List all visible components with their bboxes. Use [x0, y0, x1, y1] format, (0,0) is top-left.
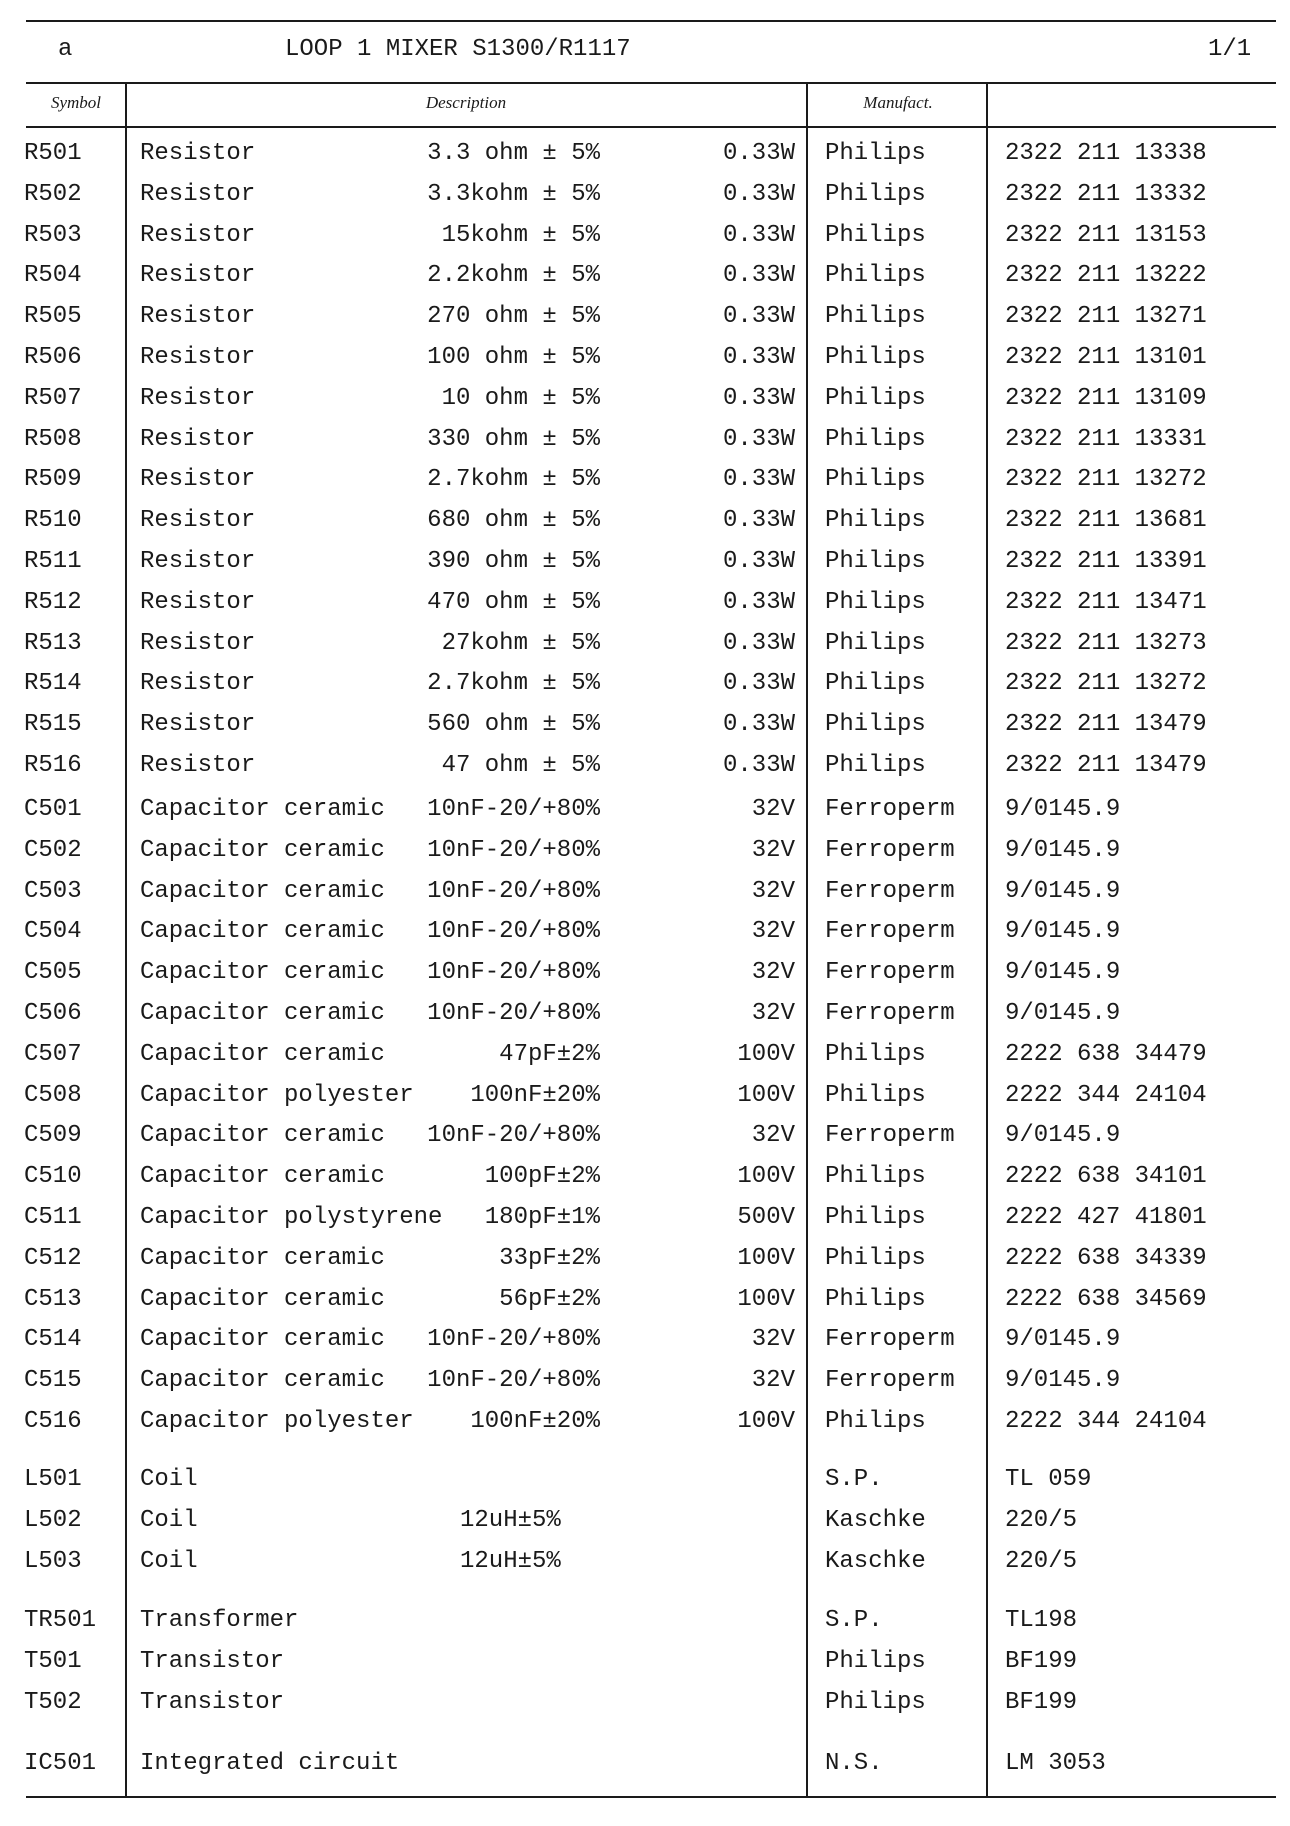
part-symbol: IC501	[24, 1750, 97, 1777]
part-manufacturer: Kaschke	[825, 1547, 926, 1575]
part-number: 9/0145.9	[1005, 836, 1121, 864]
table-row	[0, 711, 1290, 747]
part-description: Capacitor ceramic	[140, 1122, 385, 1150]
part-description: Resistor	[140, 344, 256, 371]
part-number: 2322 211 13153	[1005, 221, 1207, 249]
part-number: 2322 211 13271	[1005, 303, 1207, 331]
part-symbol: C506	[24, 1000, 82, 1027]
part-value: 12uH±5%	[460, 1506, 561, 1534]
part-symbol: T501	[24, 1647, 82, 1675]
page-title: LOOP 1 MIXER S1300/R1117	[285, 36, 631, 63]
part-manufacturer: Philips	[825, 425, 926, 453]
part-description: Resistor	[140, 303, 256, 331]
page-id: a	[58, 36, 73, 63]
part-value: 390 ohm ± 5%	[427, 548, 600, 575]
part-number: 2322 211 13222	[1005, 262, 1207, 290]
table-row	[0, 1041, 1290, 1077]
part-rating: 0.33W	[722, 629, 795, 657]
table-row	[0, 303, 1290, 339]
part-value: 10nF-20/+80%	[427, 1326, 600, 1354]
part-number: 220/5	[1005, 1547, 1078, 1575]
part-number: 220/5	[1005, 1506, 1078, 1534]
part-value: 2.7kohm ± 5%	[427, 466, 600, 494]
part-symbol: R510	[24, 507, 82, 535]
top-rule	[26, 20, 1276, 22]
part-symbol: R505	[24, 303, 82, 331]
part-value: 100nF±20%	[470, 1081, 600, 1109]
part-symbol: C509	[24, 1122, 82, 1150]
part-rating: 0.33W	[722, 140, 795, 167]
part-manufacturer: Ferroperm	[825, 918, 955, 946]
part-symbol: L503	[24, 1547, 82, 1575]
table-row	[0, 140, 1290, 176]
part-symbol: R501	[24, 140, 82, 167]
part-value: 33pF±2%	[499, 1244, 600, 1272]
part-description: Transistor	[140, 1647, 285, 1675]
part-manufacturer: Philips	[825, 1647, 926, 1675]
part-manufacturer: Philips	[825, 711, 926, 739]
table-row	[0, 1466, 1290, 1502]
part-rating: 0.33W	[722, 711, 795, 739]
part-manufacturer: Ferroperm	[825, 1326, 955, 1354]
part-rating: 32V	[751, 1367, 795, 1395]
part-value: 56pF±2%	[499, 1285, 600, 1313]
part-description: Resistor	[140, 180, 256, 208]
part-rating: 0.33W	[722, 344, 795, 371]
part-manufacturer: S.P.	[825, 1607, 883, 1634]
part-symbol: C516	[24, 1408, 82, 1435]
part-value: 100 ohm ± 5%	[427, 344, 600, 371]
part-symbol: R511	[24, 548, 82, 575]
part-description: Resistor	[140, 262, 256, 290]
part-number: 9/0145.9	[1005, 877, 1121, 905]
table-row	[0, 1367, 1290, 1403]
part-description: Integrated circuit	[140, 1750, 400, 1777]
part-rating: 0.33W	[722, 752, 795, 779]
part-value: 10nF-20/+80%	[427, 836, 600, 864]
part-manufacturer: Philips	[825, 588, 926, 616]
part-number: 2322 211 13479	[1005, 752, 1207, 779]
part-number: TL 059	[1005, 1466, 1092, 1493]
part-manufacturer: Ferroperm	[825, 1122, 955, 1150]
part-rating: 0.33W	[722, 384, 795, 412]
part-number: 9/0145.9	[1005, 918, 1121, 946]
part-number: 2322 211 13273	[1005, 629, 1207, 657]
part-rating: 100V	[737, 1244, 795, 1272]
part-value: 10 ohm ± 5%	[441, 384, 600, 412]
table-row	[0, 1204, 1290, 1240]
part-rating: 0.33W	[722, 507, 795, 535]
part-description: Resistor	[140, 466, 256, 494]
part-value: 3.3kohm ± 5%	[427, 180, 600, 208]
part-value: 15kohm ± 5%	[441, 221, 600, 249]
table-row	[0, 426, 1290, 462]
part-value: 3.3 ohm ± 5%	[427, 140, 600, 167]
part-symbol: R509	[24, 466, 82, 494]
part-rating: 32V	[751, 796, 795, 823]
part-description: Resistor	[140, 507, 256, 535]
table-row	[0, 1163, 1290, 1199]
part-number: 2222 344 24104	[1005, 1081, 1207, 1109]
part-rating: 100V	[737, 1285, 795, 1313]
part-rating: 0.33W	[722, 221, 795, 249]
part-number: 2322 211 13331	[1005, 425, 1207, 453]
part-description: Resistor	[140, 221, 256, 249]
part-rating: 100V	[737, 1040, 795, 1068]
table-row	[0, 262, 1290, 298]
part-manufacturer: Philips	[825, 1163, 926, 1191]
part-number: 2322 211 13109	[1005, 384, 1207, 412]
part-manufacturer: Ferroperm	[825, 877, 955, 905]
table-row	[0, 1000, 1290, 1036]
part-number: 9/0145.9	[1005, 1367, 1121, 1395]
table-row	[0, 507, 1290, 543]
part-symbol: R508	[24, 425, 82, 453]
part-description: Resistor	[140, 629, 256, 657]
part-rating: 100V	[737, 1081, 795, 1109]
part-description: Capacitor polyester	[140, 1081, 414, 1109]
part-description: Resistor	[140, 140, 256, 167]
part-symbol: C504	[24, 918, 82, 946]
part-rating: 0.33W	[722, 425, 795, 453]
part-value: 47pF±2%	[499, 1040, 600, 1068]
table-row	[0, 959, 1290, 995]
part-number: 2322 211 13471	[1005, 588, 1207, 616]
table-row	[0, 1245, 1290, 1281]
part-value: 47 ohm ± 5%	[441, 752, 600, 779]
part-rating: 0.33W	[722, 466, 795, 494]
part-rating: 500V	[737, 1204, 795, 1231]
part-number: BF199	[1005, 1688, 1078, 1716]
part-number: 2322 211 13272	[1005, 670, 1207, 698]
part-description: Capacitor polystyrene	[140, 1204, 443, 1231]
part-manufacturer: Philips	[825, 1204, 926, 1231]
header-top-rule	[26, 82, 1276, 84]
part-manufacturer: Ferroperm	[825, 959, 955, 987]
part-value: 2.7kohm ± 5%	[427, 670, 600, 698]
part-rating: 100V	[737, 1408, 795, 1435]
part-symbol: C510	[24, 1163, 82, 1191]
part-manufacturer: Philips	[825, 1408, 926, 1435]
part-description: Capacitor ceramic	[140, 959, 385, 987]
part-symbol: T502	[24, 1688, 82, 1716]
part-number: 9/0145.9	[1005, 796, 1121, 823]
part-manufacturer: Philips	[825, 384, 926, 412]
part-number: 2322 211 13272	[1005, 466, 1207, 494]
part-description: Capacitor ceramic	[140, 877, 385, 905]
part-symbol: C508	[24, 1081, 82, 1109]
part-description: Capacitor ceramic	[140, 1326, 385, 1354]
part-value: 100nF±20%	[470, 1408, 600, 1435]
part-manufacturer: Philips	[825, 180, 926, 208]
part-number: 2222 638 34339	[1005, 1244, 1207, 1272]
part-number: 2322 211 13391	[1005, 548, 1207, 575]
part-value: 680 ohm ± 5%	[427, 507, 600, 535]
part-manufacturer: Philips	[825, 140, 926, 167]
part-symbol: R512	[24, 588, 82, 616]
part-manufacturer: Philips	[825, 1285, 926, 1313]
part-value: 10nF-20/+80%	[427, 1367, 600, 1395]
part-manufacturer: Kaschke	[825, 1506, 926, 1534]
table-row	[0, 1122, 1290, 1158]
part-description: Coil	[140, 1506, 198, 1534]
part-rating: 32V	[751, 918, 795, 946]
part-rating: 0.33W	[722, 670, 795, 698]
part-manufacturer: Philips	[825, 262, 926, 290]
table-row	[0, 1607, 1290, 1643]
part-symbol: C501	[24, 796, 82, 823]
part-description: Capacitor ceramic	[140, 1163, 385, 1191]
part-value: 560 ohm ± 5%	[427, 711, 600, 739]
table-row	[0, 752, 1290, 788]
part-symbol: C507	[24, 1040, 82, 1068]
table-row	[0, 1286, 1290, 1322]
part-value: 12uH±5%	[460, 1547, 561, 1575]
part-manufacturer: Philips	[825, 1081, 926, 1109]
part-rating: 32V	[751, 836, 795, 864]
part-number: 2322 211 13479	[1005, 711, 1207, 739]
part-number: 9/0145.9	[1005, 1326, 1121, 1354]
table-row	[0, 181, 1290, 217]
part-value: 470 ohm ± 5%	[427, 588, 600, 616]
part-description: Transistor	[140, 1688, 285, 1716]
part-value: 10nF-20/+80%	[427, 959, 600, 987]
part-rating: 32V	[751, 959, 795, 987]
part-manufacturer: Philips	[825, 629, 926, 657]
part-value: 100pF±2%	[484, 1163, 600, 1191]
part-number: 2222 638 34101	[1005, 1163, 1207, 1191]
table-row	[0, 1548, 1290, 1584]
part-symbol: C514	[24, 1326, 82, 1354]
part-description: Capacitor ceramic	[140, 1040, 385, 1068]
part-value: 10nF-20/+80%	[427, 796, 600, 823]
part-symbol: R513	[24, 629, 82, 657]
table-row	[0, 1648, 1290, 1684]
part-manufacturer: Philips	[825, 1244, 926, 1272]
column-header-manufacturer: Manufact.	[863, 93, 933, 112]
part-symbol: R507	[24, 384, 82, 412]
table-row	[0, 589, 1290, 625]
part-number: 2222 427 41801	[1005, 1204, 1207, 1231]
part-number: 9/0145.9	[1005, 959, 1121, 987]
part-symbol: R514	[24, 670, 82, 698]
part-number: 9/0145.9	[1005, 1000, 1121, 1027]
part-description: Coil	[140, 1466, 198, 1493]
part-symbol: R506	[24, 344, 82, 371]
part-manufacturer: S.P.	[825, 1466, 883, 1493]
part-symbol: C513	[24, 1285, 82, 1313]
page-number: 1/1	[1208, 36, 1252, 63]
part-symbol: C515	[24, 1367, 82, 1395]
part-rating: 0.33W	[722, 588, 795, 616]
table-row	[0, 548, 1290, 584]
part-value: 180pF±1%	[484, 1204, 600, 1231]
part-number: LM 3053	[1005, 1750, 1106, 1777]
part-manufacturer: N.S.	[825, 1750, 883, 1777]
part-description: Resistor	[140, 384, 256, 412]
part-description: Capacitor ceramic	[140, 918, 385, 946]
part-symbol: R504	[24, 262, 82, 290]
part-symbol: R503	[24, 221, 82, 249]
part-description: Capacitor ceramic	[140, 1000, 385, 1027]
part-value: 10nF-20/+80%	[427, 918, 600, 946]
table-row	[0, 1507, 1290, 1543]
part-symbol: C502	[24, 836, 82, 864]
part-symbol: C503	[24, 877, 82, 905]
part-manufacturer: Philips	[825, 670, 926, 698]
part-number: 2222 638 34569	[1005, 1285, 1207, 1313]
table-row	[0, 1082, 1290, 1118]
part-description: Resistor	[140, 548, 256, 575]
part-number: 9/0145.9	[1005, 1122, 1121, 1150]
table-row	[0, 1408, 1290, 1444]
part-rating: 32V	[751, 1000, 795, 1027]
part-description: Resistor	[140, 425, 256, 453]
table-row	[0, 796, 1290, 832]
part-rating: 32V	[751, 1326, 795, 1354]
part-symbol: C511	[24, 1204, 82, 1231]
part-number: BF199	[1005, 1647, 1078, 1675]
part-description: Resistor	[140, 752, 256, 779]
part-manufacturer: Philips	[825, 548, 926, 575]
table-row	[0, 670, 1290, 706]
part-value: 270 ohm ± 5%	[427, 303, 600, 331]
part-number: 2322 211 13332	[1005, 180, 1207, 208]
part-symbol: R515	[24, 711, 82, 739]
part-manufacturer: Ferroperm	[825, 1367, 955, 1395]
part-symbol: R502	[24, 180, 82, 208]
table-row	[0, 1326, 1290, 1362]
part-value: 330 ohm ± 5%	[427, 425, 600, 453]
part-value: 10nF-20/+80%	[427, 1000, 600, 1027]
bottom-rule	[26, 1796, 1276, 1798]
part-manufacturer: Philips	[825, 303, 926, 331]
part-rating: 0.33W	[722, 262, 795, 290]
table-row	[0, 837, 1290, 873]
part-rating: 100V	[737, 1163, 795, 1191]
table-row	[0, 630, 1290, 666]
part-description: Resistor	[140, 670, 256, 698]
part-manufacturer: Ferroperm	[825, 796, 955, 823]
part-description: Capacitor ceramic	[140, 796, 385, 823]
table-row	[0, 344, 1290, 380]
part-value: 27kohm ± 5%	[441, 629, 600, 657]
part-manufacturer: Ferroperm	[825, 836, 955, 864]
part-description: Capacitor ceramic	[140, 1244, 385, 1272]
part-rating: 0.33W	[722, 180, 795, 208]
part-description: Capacitor ceramic	[140, 1367, 385, 1395]
part-rating: 0.33W	[722, 303, 795, 331]
part-description: Capacitor ceramic	[140, 836, 385, 864]
part-symbol: R516	[24, 752, 82, 779]
part-manufacturer: Philips	[825, 344, 926, 371]
header-bottom-rule	[26, 126, 1276, 128]
table-row	[0, 222, 1290, 258]
part-symbol: C505	[24, 959, 82, 987]
part-value: 10nF-20/+80%	[427, 877, 600, 905]
part-description: Resistor	[140, 588, 256, 616]
part-rating: 32V	[751, 877, 795, 905]
part-manufacturer: Philips	[825, 466, 926, 494]
part-symbol: C512	[24, 1244, 82, 1272]
table-row	[0, 1750, 1290, 1786]
part-value: 10nF-20/+80%	[427, 1122, 600, 1150]
part-number: 2322 211 13338	[1005, 140, 1207, 167]
part-description: Coil	[140, 1547, 198, 1575]
part-rating: 32V	[751, 1122, 795, 1150]
part-symbol: TR501	[24, 1607, 97, 1634]
part-rating: 0.33W	[722, 548, 795, 575]
part-number: 2322 211 13101	[1005, 344, 1207, 371]
part-manufacturer: Ferroperm	[825, 1000, 955, 1027]
part-number: 2222 638 34479	[1005, 1040, 1207, 1068]
column-header-symbol: Symbol	[50, 93, 102, 112]
part-manufacturer: Philips	[825, 1040, 926, 1068]
part-symbol: L502	[24, 1506, 82, 1534]
part-description: Transformer	[140, 1607, 299, 1634]
part-manufacturer: Philips	[825, 221, 926, 249]
part-number: TL198	[1005, 1607, 1078, 1634]
table-row	[0, 1689, 1290, 1725]
part-number: 2322 211 13681	[1005, 507, 1207, 535]
part-description: Resistor	[140, 711, 256, 739]
part-manufacturer: Philips	[825, 507, 926, 535]
part-description: Capacitor ceramic	[140, 1285, 385, 1313]
part-number: 2222 344 24104	[1005, 1408, 1207, 1435]
part-description: Capacitor polyester	[140, 1408, 414, 1435]
part-manufacturer: Philips	[825, 1688, 926, 1716]
table-row	[0, 918, 1290, 954]
part-symbol: L501	[24, 1466, 82, 1493]
table-row	[0, 385, 1290, 421]
column-header-description: Description	[425, 93, 507, 112]
part-value: 2.2kohm ± 5%	[427, 262, 600, 290]
table-row	[0, 466, 1290, 502]
part-manufacturer: Philips	[825, 752, 926, 779]
table-row	[0, 878, 1290, 914]
